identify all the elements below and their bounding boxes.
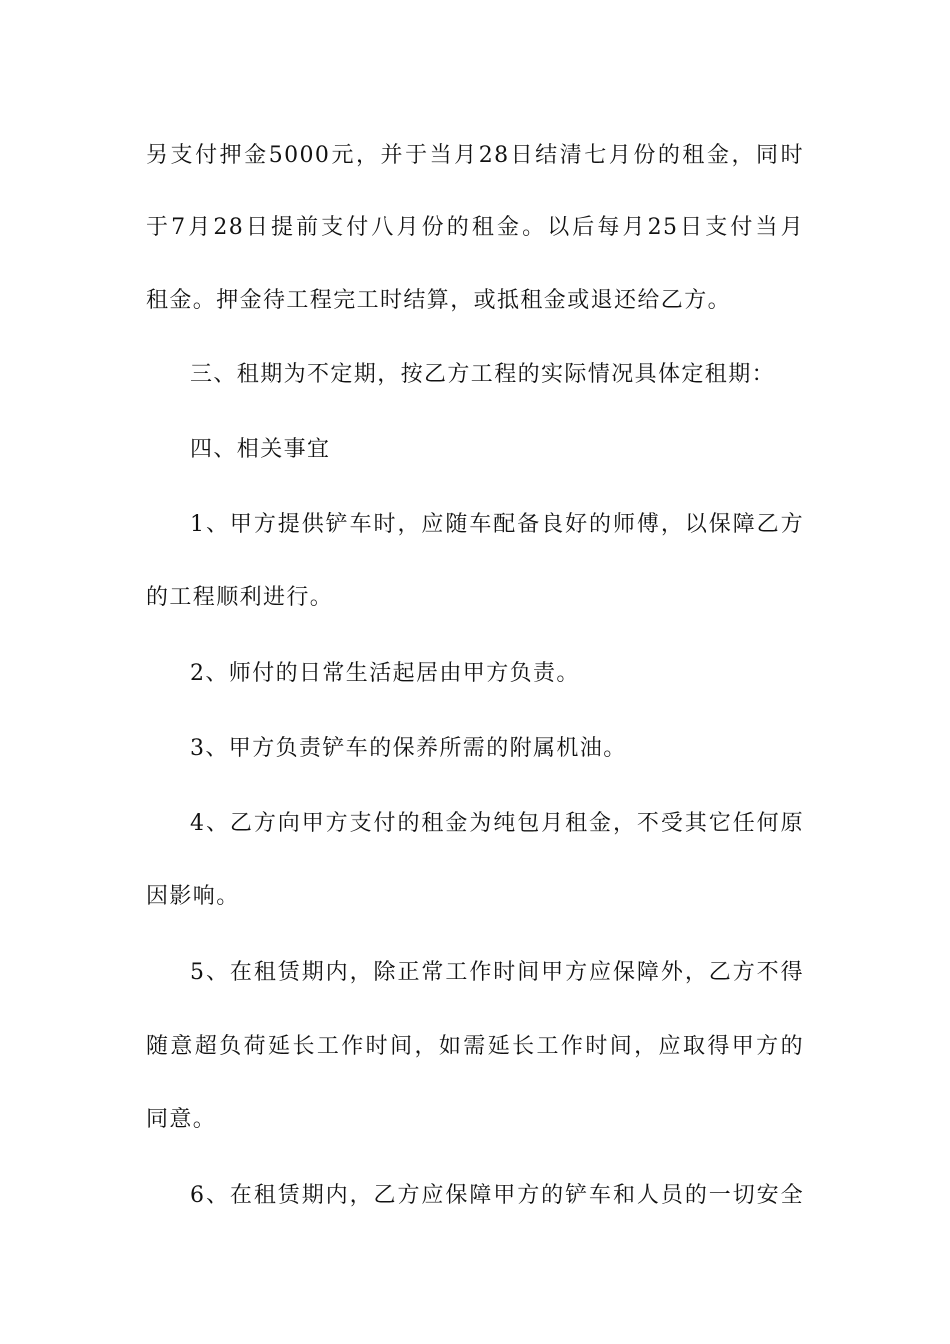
text-line: 3、甲方负责铲车的保养所需的附属机油。: [190, 736, 627, 761]
section-heading: 三、租期为不定期，按乙方工程的实际情况具体定租期：: [190, 362, 776, 387]
text-line: 4、乙方向甲方支付的租金为纯包月租金，不受其它任何原: [190, 811, 804, 836]
text-line: 因影响。: [146, 884, 240, 909]
text-line: 1、甲方提供铲车时，应随车配备良好的师傅，以保障乙方: [190, 512, 804, 537]
text-line: 同意。: [146, 1107, 217, 1132]
text-line: 另支付押金5000元，并于当月28日结清七月份的租金，同时: [146, 143, 804, 168]
text-line: 的工程顺利进行。: [146, 585, 334, 610]
text-line: 租金。押金待工程完工时结算，或抵租金或退还给乙方。: [146, 288, 732, 313]
text-line: 2、师付的日常生活起居由甲方负责。: [190, 661, 580, 686]
text-line: 5、在租赁期内，除正常工作时间甲方应保障外，乙方不得: [190, 960, 804, 985]
text-line: 6、在租赁期内，乙方应保障甲方的铲车和人员的一切安全: [190, 1183, 804, 1208]
text-line: 随意超负荷延长工作时间，如需延长工作时间，应取得甲方的: [146, 1034, 804, 1059]
text-line: 于7月28日提前支付八月份的租金。以后每月25日支付当月: [146, 215, 804, 240]
section-heading: 四、相关事宜: [190, 437, 331, 462]
